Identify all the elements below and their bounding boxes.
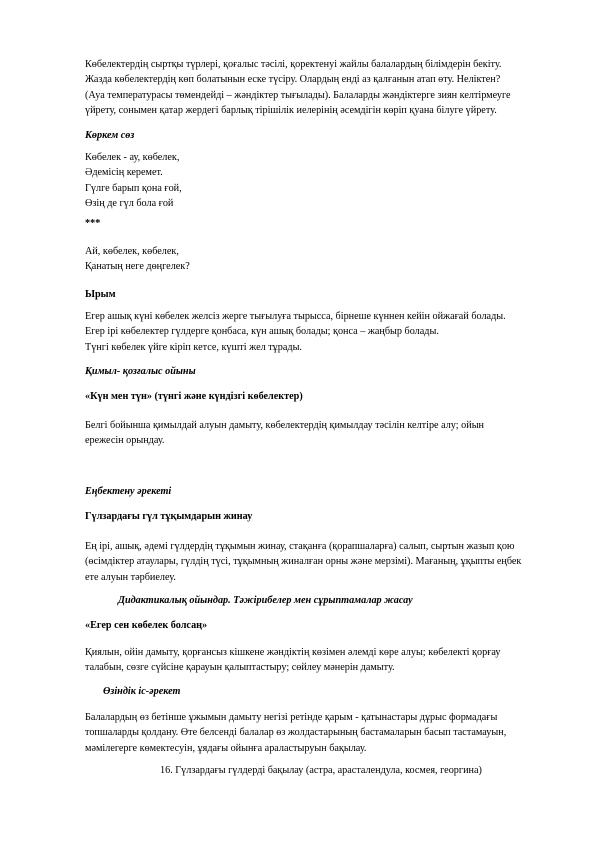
poem-line: Әдемісің керемет. bbox=[85, 167, 163, 179]
poem-line: Қанатың неге дөңгелек? bbox=[85, 261, 190, 273]
riddle-line: Егер ірі көбелектер гүлдерге қонбаса, күн ашық болады; қонса – жаңбыр болады. bbox=[85, 326, 439, 338]
independent-lines bbox=[85, 710, 555, 756]
labor-title: Гүлзардағы гүл тұқымдарын жинау bbox=[85, 511, 253, 522]
game-line: Белгі бойынша қимылдай алуын дамыту, көбелектердің қимылдау тәсілін келтіре алу; ойын bbox=[85, 420, 484, 431]
poem-line: Гүлге барып қона ғой, bbox=[85, 182, 182, 194]
riddle-heading: Ырым bbox=[85, 289, 116, 300]
didactic-title: «Егер сен көбелек болсаң» bbox=[85, 620, 208, 631]
labor-heading: Еңбектену әрекеті bbox=[85, 486, 172, 497]
intro-line: Жазда көбелектердің көп болатынын еске түсіру. Олардың енді аз қалғанын атап өту. Неліктен? bbox=[85, 74, 501, 86]
labor-line: Ең ірі, ашық, әдемі гүлдердің тұқымын жинау, стақанға (қорапшаларға) салып, сыртын жазып қою bbox=[85, 541, 515, 552]
riddle-line: Егер ашық күні көбелек желсіз жерге тығылуға тырысса, бірнеше күннен кейін ойжағай болады. bbox=[85, 311, 506, 322]
intro-line: үйрету, сонымен қатар жердегі барлық тірішілік иелерінің әсемдігін көріп қуана білуге үйрету. bbox=[85, 105, 497, 117]
game-lines bbox=[85, 418, 555, 449]
didactic-line: Қиялын, ойін дамыту, қорғансыз кішкене жәндіктің көзімен әлемді көре алуы; көбелекті қорғау bbox=[85, 647, 501, 658]
independent-section bbox=[103, 684, 573, 699]
didactic-heading: Дидактикалық ойындар. Тәжірибелер мен сұрыптамалар жасау bbox=[118, 595, 413, 606]
game-title: «Күн мен түн» (түнгі және күндізгі көбелектер) bbox=[85, 391, 303, 402]
labor-title-block bbox=[85, 509, 555, 524]
footer-item bbox=[160, 763, 560, 778]
labor-lines bbox=[85, 539, 555, 585]
numbered-item: 16. Гүлзардағы гүлдерді бақылау (астра, арасталендула, космея, георгина) bbox=[160, 765, 482, 776]
poem-section bbox=[85, 128, 555, 143]
poem-separator bbox=[85, 216, 555, 231]
independent-line: топшаларды қолдану. Өте белсенді балалар өз жолдастарының бастамаларын басып тастамауын, bbox=[85, 727, 507, 739]
didactic-line: талабын, сөзге сүйсіне қарауын қалыптастыру; сөйлеу мәнерін дамыту. bbox=[85, 662, 395, 674]
riddle-line: Түнгі көбелек үйге кіріп кетсе, күшті жел тұрады. bbox=[85, 341, 302, 353]
game-section bbox=[85, 364, 555, 379]
poem-lines-2 bbox=[85, 244, 555, 275]
intro-line: (Ауа температурасы төмендейді – жәндіктер тығылады). Балаларды жәндіктерге зиян келтірмеуге bbox=[85, 89, 511, 101]
riddle-section bbox=[85, 287, 555, 302]
poem-lines bbox=[85, 150, 555, 212]
independent-heading: Өзіндік іс-әрекет bbox=[103, 686, 181, 697]
poem-line: Өзің де гүл бола ғой bbox=[85, 198, 174, 210]
game-line: ережесін орындау. bbox=[85, 435, 165, 447]
intro-line: Көбелектердің сыртқы түрлері, қоғалыс тәсілі, қоректенуі жайлы балалардың білімдерін бекіту. bbox=[85, 59, 502, 70]
separator-stars: *** bbox=[85, 218, 101, 229]
didactic-lines bbox=[85, 645, 555, 676]
labor-line: ете алуын тәрбиелеу. bbox=[85, 571, 176, 583]
game-heading: Қимыл- қозғалыс ойыны bbox=[85, 366, 196, 377]
independent-line: мәмілегерге көмектесуін, ұядағы ойынға араластыруын бақылау. bbox=[85, 742, 367, 754]
poem-line: Көбелек - ау, көбелек, bbox=[85, 152, 180, 163]
labor-section bbox=[85, 484, 555, 499]
game-title-block bbox=[85, 389, 555, 404]
riddle-lines bbox=[85, 309, 555, 355]
poem-line: Ай, көбелек, көбелек, bbox=[85, 246, 179, 257]
didactic-title-block bbox=[85, 618, 555, 633]
labor-line: (өсімдіктер атаулары, гүлдің түсі, тұқымның жиналған орны және мерзімі). Мағаның, ұқыпты еңбек bbox=[85, 556, 522, 568]
independent-line: Балалардың өз бетінше ұжымын дамыту негізі ретінде қарым - қатынастары дұрыс формадағы bbox=[85, 712, 498, 723]
poem-heading: Көркем сөз bbox=[85, 130, 135, 141]
didactic-section bbox=[118, 593, 558, 608]
intro-paragraph bbox=[85, 57, 555, 119]
